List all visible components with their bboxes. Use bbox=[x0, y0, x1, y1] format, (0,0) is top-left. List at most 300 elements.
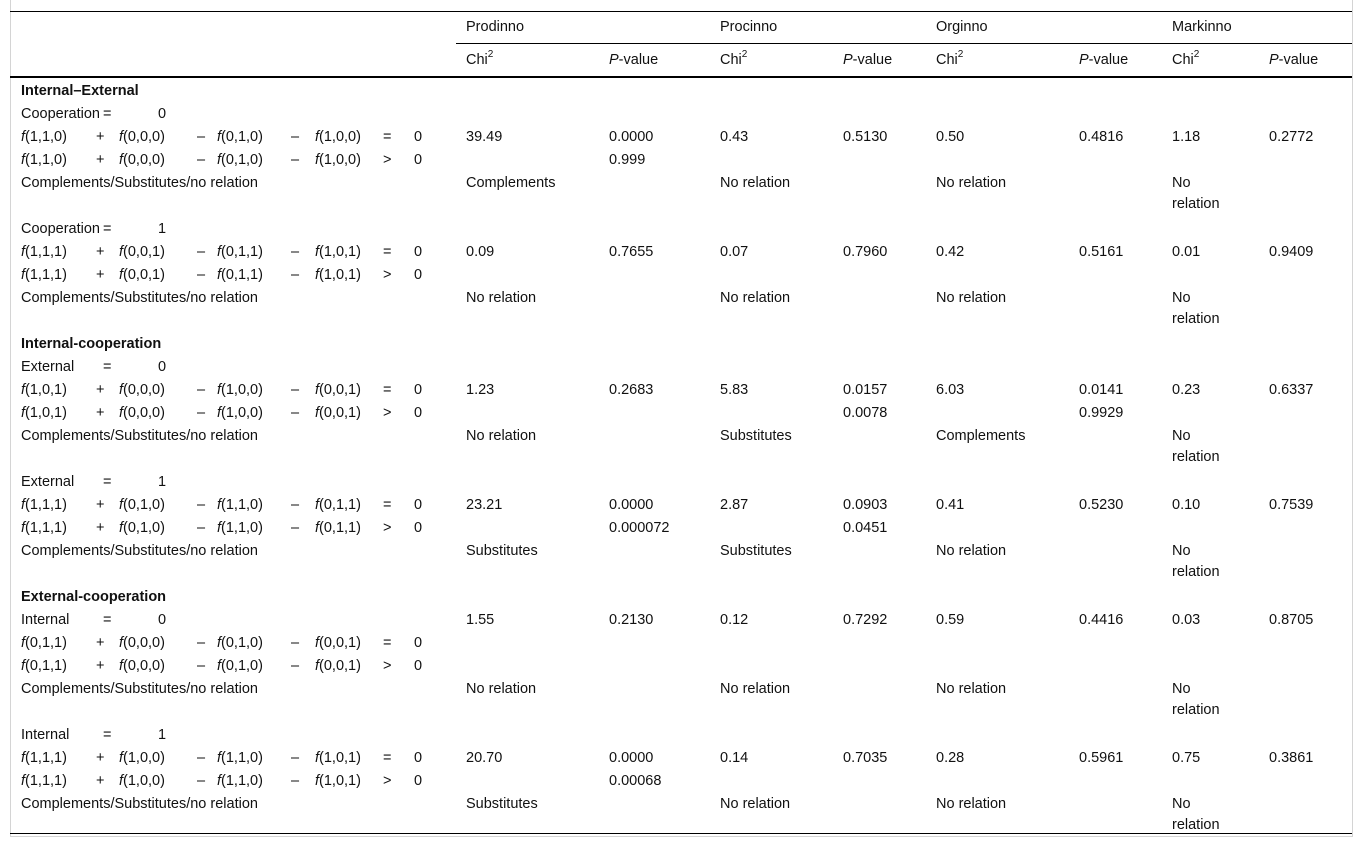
condition-val: 1 bbox=[158, 727, 167, 743]
equation-operator: – bbox=[197, 497, 206, 513]
chi2-value: 5.83 bbox=[720, 382, 749, 398]
function-term bbox=[315, 495, 361, 515]
relation-value: No relation bbox=[720, 290, 791, 306]
relation-label: Complements/Substitutes/no relation bbox=[21, 681, 258, 697]
function-argument: (0,0,1) bbox=[319, 382, 361, 398]
function-term bbox=[21, 127, 67, 147]
function-symbol: f bbox=[21, 405, 26, 421]
equation-rhs: 0 bbox=[414, 750, 423, 766]
function-symbol: f bbox=[315, 750, 320, 766]
function-term bbox=[217, 518, 263, 538]
chi2-value: 0.43 bbox=[720, 129, 749, 145]
p-value: 0.7035 bbox=[843, 750, 888, 766]
p-value: 0.5130 bbox=[843, 129, 888, 145]
one-sided-test-equation bbox=[21, 771, 425, 791]
function-term bbox=[217, 150, 263, 170]
equation-rhs: 0 bbox=[414, 244, 423, 260]
function-term bbox=[119, 127, 165, 147]
function-symbol: f bbox=[21, 152, 26, 168]
equality-test-equation bbox=[21, 495, 425, 515]
function-symbol: f bbox=[21, 520, 26, 536]
chi2-value: 0.09 bbox=[466, 244, 495, 260]
group-header-markinno: Markinno bbox=[1172, 19, 1232, 35]
condition-val: 0 bbox=[158, 359, 167, 375]
function-symbol: f bbox=[217, 152, 222, 168]
group-header-prodinno: Prodinno bbox=[466, 19, 525, 35]
relation-label: Complements/Substitutes/no relation bbox=[21, 796, 258, 812]
condition-name: External bbox=[21, 474, 75, 490]
equation-operator: + bbox=[96, 152, 105, 168]
function-symbol: f bbox=[315, 658, 320, 674]
chi2-value: 0.42 bbox=[936, 244, 965, 260]
function-term bbox=[119, 633, 165, 653]
relation-value: No relation bbox=[936, 290, 1007, 306]
equation-rhs: 0 bbox=[414, 658, 423, 674]
function-term bbox=[315, 380, 361, 400]
function-symbol: f bbox=[119, 497, 124, 513]
function-argument: (0,1,1) bbox=[221, 267, 263, 283]
function-term bbox=[217, 403, 263, 423]
chi2-value: 0.14 bbox=[720, 750, 749, 766]
function-argument: (1,0,0) bbox=[319, 129, 361, 145]
equation-rhs: 0 bbox=[414, 129, 423, 145]
function-argument: (1,0,1) bbox=[25, 405, 67, 421]
function-symbol: f bbox=[217, 405, 222, 421]
function-term bbox=[21, 242, 67, 262]
relation-label: Complements/Substitutes/no relation bbox=[21, 175, 258, 191]
equation-operator: > bbox=[383, 773, 392, 789]
function-term bbox=[315, 150, 361, 170]
p-value: 0.0141 bbox=[1079, 382, 1124, 398]
p-value: 0.5161 bbox=[1079, 244, 1124, 260]
relation-value: Complements bbox=[936, 428, 1026, 444]
function-symbol: f bbox=[217, 382, 222, 398]
equation-operator: – bbox=[197, 635, 206, 651]
p-value: 0.0000 bbox=[609, 497, 654, 513]
chi-label: Chi bbox=[720, 52, 742, 68]
relation-value: No relation bbox=[466, 681, 537, 697]
function-term bbox=[21, 518, 67, 538]
function-argument: (0,0,0) bbox=[123, 405, 165, 421]
function-term bbox=[315, 633, 361, 653]
equation-operator: – bbox=[197, 244, 206, 260]
function-term bbox=[21, 656, 67, 676]
function-term bbox=[315, 656, 361, 676]
function-argument: (1,1,1) bbox=[25, 750, 67, 766]
function-symbol: f bbox=[217, 520, 222, 536]
equation-operator: – bbox=[291, 244, 300, 260]
function-argument: (1,1,0) bbox=[221, 497, 263, 513]
value-suffix: -value bbox=[852, 52, 893, 68]
function-argument: (0,1,1) bbox=[319, 497, 361, 513]
condition-val: 1 bbox=[158, 221, 167, 237]
equation-operator: – bbox=[291, 658, 300, 674]
equation-operator: – bbox=[291, 773, 300, 789]
function-term bbox=[315, 242, 361, 262]
header-rule bbox=[10, 76, 1352, 78]
function-term bbox=[119, 150, 165, 170]
function-symbol: f bbox=[119, 773, 124, 789]
function-term bbox=[21, 150, 67, 170]
condition-val: 0 bbox=[158, 612, 167, 628]
function-argument: (1,1,1) bbox=[25, 244, 67, 260]
equality-test-equation bbox=[21, 242, 425, 262]
function-argument: (0,1,1) bbox=[25, 658, 67, 674]
function-symbol: f bbox=[217, 658, 222, 674]
function-argument: (0,1,1) bbox=[25, 635, 67, 651]
function-term bbox=[315, 403, 361, 423]
group-rule bbox=[456, 43, 1352, 44]
function-argument: (0,1,0) bbox=[123, 520, 165, 536]
function-argument: (1,1,1) bbox=[25, 267, 67, 283]
equation-operator: > bbox=[383, 267, 392, 283]
relation-label: Complements/Substitutes/no relation bbox=[21, 428, 258, 444]
function-argument: (1,1,1) bbox=[25, 773, 67, 789]
function-symbol: f bbox=[21, 658, 26, 674]
p-value: 0.7655 bbox=[609, 244, 654, 260]
chi2-header bbox=[1172, 50, 1199, 70]
one-sided-p-value: 0.00068 bbox=[609, 773, 662, 789]
relation-value: No relation bbox=[466, 428, 537, 444]
condition-op: = bbox=[103, 612, 112, 628]
function-argument: (1,0,0) bbox=[123, 750, 165, 766]
equation-operator: + bbox=[96, 405, 105, 421]
equality-test-equation bbox=[21, 748, 425, 768]
value-suffix: -value bbox=[618, 52, 659, 68]
function-argument: (1,1,0) bbox=[221, 773, 263, 789]
pvalue-header bbox=[1269, 50, 1318, 70]
function-argument: (0,1,0) bbox=[221, 658, 263, 674]
relation-value: No relation bbox=[720, 175, 791, 191]
equation-operator: – bbox=[197, 267, 206, 283]
function-term bbox=[315, 771, 361, 791]
p-value: 0.4416 bbox=[1079, 612, 1124, 628]
p-value: 0.3861 bbox=[1269, 750, 1314, 766]
function-symbol: f bbox=[315, 244, 320, 260]
function-term bbox=[21, 403, 67, 423]
function-argument: (1,1,0) bbox=[25, 129, 67, 145]
equality-test-equation bbox=[21, 633, 425, 653]
chi-superscript: 2 bbox=[487, 49, 494, 61]
equation-operator: – bbox=[291, 497, 300, 513]
condition-name: Internal bbox=[21, 727, 70, 743]
function-argument: (0,0,0) bbox=[123, 635, 165, 651]
function-symbol: f bbox=[21, 267, 26, 283]
chi-label: Chi bbox=[936, 52, 958, 68]
condition-name: Internal bbox=[21, 612, 70, 628]
relation-value: Substitutes bbox=[720, 543, 792, 559]
equation-operator: – bbox=[291, 267, 300, 283]
p-value: 0.0000 bbox=[609, 129, 654, 145]
function-symbol: f bbox=[21, 382, 26, 398]
top-rule bbox=[10, 11, 1352, 12]
equation-rhs: 0 bbox=[414, 773, 423, 789]
relation-value: No relation bbox=[466, 290, 537, 306]
p-value: 0.5961 bbox=[1079, 750, 1124, 766]
function-term bbox=[217, 771, 263, 791]
equation-operator: – bbox=[197, 520, 206, 536]
function-symbol: f bbox=[119, 267, 124, 283]
chi2-header bbox=[466, 50, 493, 70]
chi2-value: 23.21 bbox=[466, 497, 503, 513]
function-term bbox=[217, 633, 263, 653]
function-argument: (0,1,1) bbox=[319, 520, 361, 536]
chi2-value: 6.03 bbox=[936, 382, 965, 398]
equation-operator: = bbox=[383, 382, 392, 398]
one-sided-test-equation bbox=[21, 403, 425, 423]
function-symbol: f bbox=[21, 750, 26, 766]
chi2-value: 0.50 bbox=[936, 129, 965, 145]
function-term bbox=[21, 265, 67, 285]
function-symbol: f bbox=[315, 152, 320, 168]
equality-test-equation bbox=[21, 127, 425, 147]
condition-val: 0 bbox=[158, 106, 167, 122]
value-suffix: -value bbox=[1278, 52, 1319, 68]
function-term bbox=[119, 656, 165, 676]
function-argument: (0,1,0) bbox=[221, 152, 263, 168]
p-value: 0.7292 bbox=[843, 612, 888, 628]
function-symbol: f bbox=[217, 244, 222, 260]
chi2-value: 39.49 bbox=[466, 129, 503, 145]
p-value: 0.0903 bbox=[843, 497, 888, 513]
function-symbol: f bbox=[315, 773, 320, 789]
pvalue-header bbox=[1079, 50, 1128, 70]
equation-operator: > bbox=[383, 405, 392, 421]
one-sided-test-equation bbox=[21, 656, 425, 676]
equation-operator: – bbox=[291, 750, 300, 766]
equation-operator: – bbox=[291, 520, 300, 536]
relation-value: No relation bbox=[720, 681, 791, 697]
chi2-value: 0.59 bbox=[936, 612, 965, 628]
one-sided-p-value: 0.999 bbox=[609, 152, 646, 168]
equation-operator: + bbox=[96, 658, 105, 674]
function-term bbox=[119, 518, 165, 538]
relation-value: No relation bbox=[1172, 543, 1220, 580]
equation-rhs: 0 bbox=[414, 635, 423, 651]
equation-operator: – bbox=[197, 658, 206, 674]
chi2-value: 0.07 bbox=[720, 244, 749, 260]
equation-rhs: 0 bbox=[414, 382, 423, 398]
function-argument: (0,0,1) bbox=[319, 658, 361, 674]
function-argument: (1,0,1) bbox=[25, 382, 67, 398]
function-term bbox=[119, 748, 165, 768]
equation-operator: = bbox=[383, 129, 392, 145]
chi2-value: 0.75 bbox=[1172, 750, 1201, 766]
chi2-value: 2.87 bbox=[720, 497, 749, 513]
function-symbol: f bbox=[119, 750, 124, 766]
function-symbol: f bbox=[119, 520, 124, 536]
p-value: 0.2130 bbox=[609, 612, 654, 628]
one-sided-p-value: 0.0078 bbox=[843, 405, 888, 421]
equation-operator: – bbox=[197, 773, 206, 789]
function-term bbox=[217, 495, 263, 515]
equation-operator: = bbox=[383, 750, 392, 766]
function-symbol: f bbox=[315, 520, 320, 536]
function-symbol: f bbox=[21, 773, 26, 789]
relation-value: No relation bbox=[1172, 681, 1220, 718]
p-value: 0.5230 bbox=[1079, 497, 1124, 513]
p-letter: P bbox=[1269, 52, 1279, 68]
function-term bbox=[21, 495, 67, 515]
equation-operator: – bbox=[197, 405, 206, 421]
function-argument: (0,1,0) bbox=[123, 497, 165, 513]
p-letter: P bbox=[609, 52, 619, 68]
function-argument: (0,0,0) bbox=[123, 152, 165, 168]
function-argument: (1,1,0) bbox=[25, 152, 67, 168]
relation-label: Complements/Substitutes/no relation bbox=[21, 290, 258, 306]
condition-op: = bbox=[103, 359, 112, 375]
p-value: 0.7539 bbox=[1269, 497, 1314, 513]
p-value: 0.9409 bbox=[1269, 244, 1314, 260]
function-argument: (0,0,1) bbox=[123, 244, 165, 260]
p-value: 0.7960 bbox=[843, 244, 888, 260]
function-argument: (0,1,0) bbox=[221, 635, 263, 651]
condition-op: = bbox=[103, 106, 112, 122]
equation-operator: + bbox=[96, 244, 105, 260]
function-argument: (0,0,1) bbox=[319, 405, 361, 421]
equation-operator: > bbox=[383, 152, 392, 168]
function-symbol: f bbox=[21, 129, 26, 145]
function-symbol: f bbox=[217, 267, 222, 283]
function-term bbox=[21, 771, 67, 791]
relation-value: No relation bbox=[1172, 175, 1220, 212]
equation-operator: – bbox=[291, 635, 300, 651]
section-title: External-cooperation bbox=[21, 589, 167, 605]
p-value: 0.2683 bbox=[609, 382, 654, 398]
equation-operator: > bbox=[383, 658, 392, 674]
chi2-value: 20.70 bbox=[466, 750, 503, 766]
relation-value: Substitutes bbox=[466, 796, 538, 812]
equation-operator: – bbox=[291, 152, 300, 168]
relation-value: No relation bbox=[936, 681, 1007, 697]
section-title: Internal-cooperation bbox=[21, 336, 162, 352]
function-term bbox=[217, 656, 263, 676]
function-symbol: f bbox=[315, 129, 320, 145]
equation-operator: – bbox=[197, 152, 206, 168]
function-term bbox=[119, 771, 165, 791]
condition-op: = bbox=[103, 727, 112, 743]
equation-operator: + bbox=[96, 497, 105, 513]
p-value: 0.2772 bbox=[1269, 129, 1314, 145]
function-symbol: f bbox=[119, 635, 124, 651]
chi2-value: 1.55 bbox=[466, 612, 495, 628]
equation-operator: + bbox=[96, 520, 105, 536]
function-argument: (0,0,0) bbox=[123, 129, 165, 145]
function-term bbox=[119, 242, 165, 262]
bottom-rule bbox=[10, 833, 1352, 834]
one-sided-p-value: 0.9929 bbox=[1079, 405, 1124, 421]
equation-operator: > bbox=[383, 520, 392, 536]
relation-value: No relation bbox=[936, 796, 1007, 812]
p-letter: P bbox=[1079, 52, 1089, 68]
equation-operator: + bbox=[96, 129, 105, 145]
function-symbol: f bbox=[315, 267, 320, 283]
function-symbol: f bbox=[217, 773, 222, 789]
pvalue-header bbox=[609, 50, 658, 70]
function-argument: (1,1,1) bbox=[25, 497, 67, 513]
function-argument: (1,0,0) bbox=[221, 405, 263, 421]
relation-value: Substitutes bbox=[720, 428, 792, 444]
function-argument: (1,1,0) bbox=[221, 750, 263, 766]
function-symbol: f bbox=[217, 497, 222, 513]
function-term bbox=[21, 380, 67, 400]
equation-operator: + bbox=[96, 635, 105, 651]
value-suffix: -value bbox=[1088, 52, 1129, 68]
equation-operator: – bbox=[291, 405, 300, 421]
function-argument: (0,0,0) bbox=[123, 382, 165, 398]
chi2-value: 0.41 bbox=[936, 497, 965, 513]
group-header-procinno: Procinno bbox=[720, 19, 778, 35]
function-argument: (1,0,1) bbox=[319, 267, 361, 283]
function-symbol: f bbox=[21, 635, 26, 651]
equation-operator: + bbox=[96, 773, 105, 789]
equation-rhs: 0 bbox=[414, 152, 423, 168]
function-term bbox=[315, 265, 361, 285]
function-argument: (0,0,1) bbox=[319, 635, 361, 651]
function-argument: (1,0,0) bbox=[319, 152, 361, 168]
function-symbol: f bbox=[119, 244, 124, 260]
p-value: 0.4816 bbox=[1079, 129, 1124, 145]
one-sided-p-value: 0.000072 bbox=[609, 520, 670, 536]
function-term bbox=[217, 748, 263, 768]
p-value: 0.6337 bbox=[1269, 382, 1314, 398]
p-letter: P bbox=[843, 52, 853, 68]
chi2-value: 0.01 bbox=[1172, 244, 1201, 260]
function-symbol: f bbox=[119, 129, 124, 145]
function-term bbox=[119, 403, 165, 423]
relation-value: Substitutes bbox=[466, 543, 538, 559]
function-term bbox=[21, 748, 67, 768]
function-symbol: f bbox=[217, 750, 222, 766]
relation-value: No relation bbox=[936, 543, 1007, 559]
equation-operator: = bbox=[383, 635, 392, 651]
p-value: 0.0000 bbox=[609, 750, 654, 766]
relation-label: Complements/Substitutes/no relation bbox=[21, 543, 258, 559]
function-symbol: f bbox=[217, 129, 222, 145]
function-term bbox=[315, 518, 361, 538]
equality-test-equation bbox=[21, 380, 425, 400]
relation-value: Complements bbox=[466, 175, 556, 191]
function-term bbox=[119, 495, 165, 515]
relation-value: No relation bbox=[1172, 428, 1220, 465]
relation-value: No relation bbox=[1172, 290, 1220, 327]
relation-value: No relation bbox=[720, 796, 791, 812]
chi-superscript: 2 bbox=[741, 49, 748, 61]
function-argument: (1,0,0) bbox=[123, 773, 165, 789]
relation-value: No relation bbox=[1172, 796, 1220, 833]
function-symbol: f bbox=[119, 382, 124, 398]
function-term bbox=[315, 127, 361, 147]
function-symbol: f bbox=[217, 635, 222, 651]
function-term bbox=[119, 265, 165, 285]
equation-operator: – bbox=[197, 129, 206, 145]
chi2-value: 0.28 bbox=[936, 750, 965, 766]
function-argument: (0,1,0) bbox=[221, 129, 263, 145]
chi2-header bbox=[720, 50, 747, 70]
function-argument: (1,0,1) bbox=[319, 750, 361, 766]
function-term bbox=[217, 265, 263, 285]
function-symbol: f bbox=[21, 244, 26, 260]
chi2-value: 0.12 bbox=[720, 612, 749, 628]
chi-label: Chi bbox=[466, 52, 488, 68]
condition-name: Cooperation bbox=[21, 221, 100, 237]
p-value: 0.8705 bbox=[1269, 612, 1314, 628]
equation-operator: + bbox=[96, 750, 105, 766]
equation-rhs: 0 bbox=[414, 520, 423, 536]
chi2-value: 0.03 bbox=[1172, 612, 1201, 628]
function-symbol: f bbox=[315, 497, 320, 513]
condition-name: External bbox=[21, 359, 75, 375]
